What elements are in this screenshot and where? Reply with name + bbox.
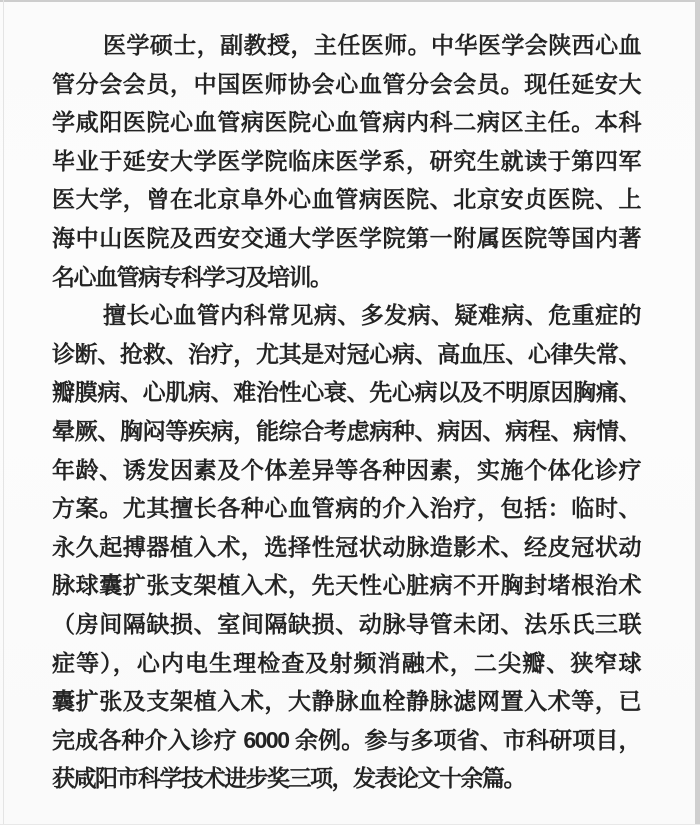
specialty-paragraph [52,296,640,798]
text-line: 永久起搏器植入术，选择性冠状动脉造影术、经皮冠状动 [52,533,640,560]
scan-edge-right [695,0,700,825]
scan-edge-top [0,0,700,2]
text-line: 医学硕士，副教授，主任医师。中华医学会陕西心血 [103,32,640,58]
text-line: （房间隔缺损、室间隔缺损、动脉导管未闭、法乐氏三联 [52,610,640,637]
text-line: 症等），心内电生理检查及射频消融术，二尖瓣、狭窄球 [52,649,640,676]
text-line: 完成各种介入诊疗 6000 余例。参与多项省、市科研项目， [52,726,640,753]
text-line: 擅长心血管内科常见病、多发病、疑难病、危重症的 [103,302,640,329]
text-line: 脉球囊扩张支架植入术，先天性心脏病不开胸封堵根治术 [52,572,640,599]
text-line: 瓣膜病、心肌病、难治性心衰、先心病以及不明原因胸痛、 [52,379,640,406]
text-line: 方案。尤其擅长各种心血管病的介入治疗，包括：临时、 [52,495,640,522]
text-line: 毕业于延安大学医学院临床医学系，研究生就读于第四军 [52,147,640,174]
text-line: 晕厥、胸闷等疾病，能综合考虑病种、病因、病程、病情、 [52,417,640,444]
text-line: 管分会会员，中国医师协会心血管分会会员。现任延安大 [52,70,640,97]
text-line: 海中山医院及西安交通大学医学院第一附属医院等国内著 [52,224,640,251]
scan-edge-left [3,0,4,825]
bio-text [52,26,640,798]
text-line: 获咸阳市科学技术进步奖三项，发表论文十余篇。 [52,765,525,792]
text-line: 年龄、诱发因素及个体差异等各种因素，实施个体化诊疗 [52,456,640,483]
text-line: 名心血管病专科学习及培训。 [52,263,332,290]
credentials-paragraph [52,26,640,296]
text-line: 诊断、抢救、治疗，尤其是对冠心病、高血压、心律失常、 [52,340,640,367]
text-line: 囊扩张及支架植入术，大静脉血栓静脉滤网置入术等，已 [52,688,640,715]
text-line: 学咸阳医院心血管病医院心血管病内科二病区主任。本科 [52,109,640,136]
text-line: 医大学，曾在北京阜外心血管病医院、北京安贞医院、上 [52,186,640,213]
